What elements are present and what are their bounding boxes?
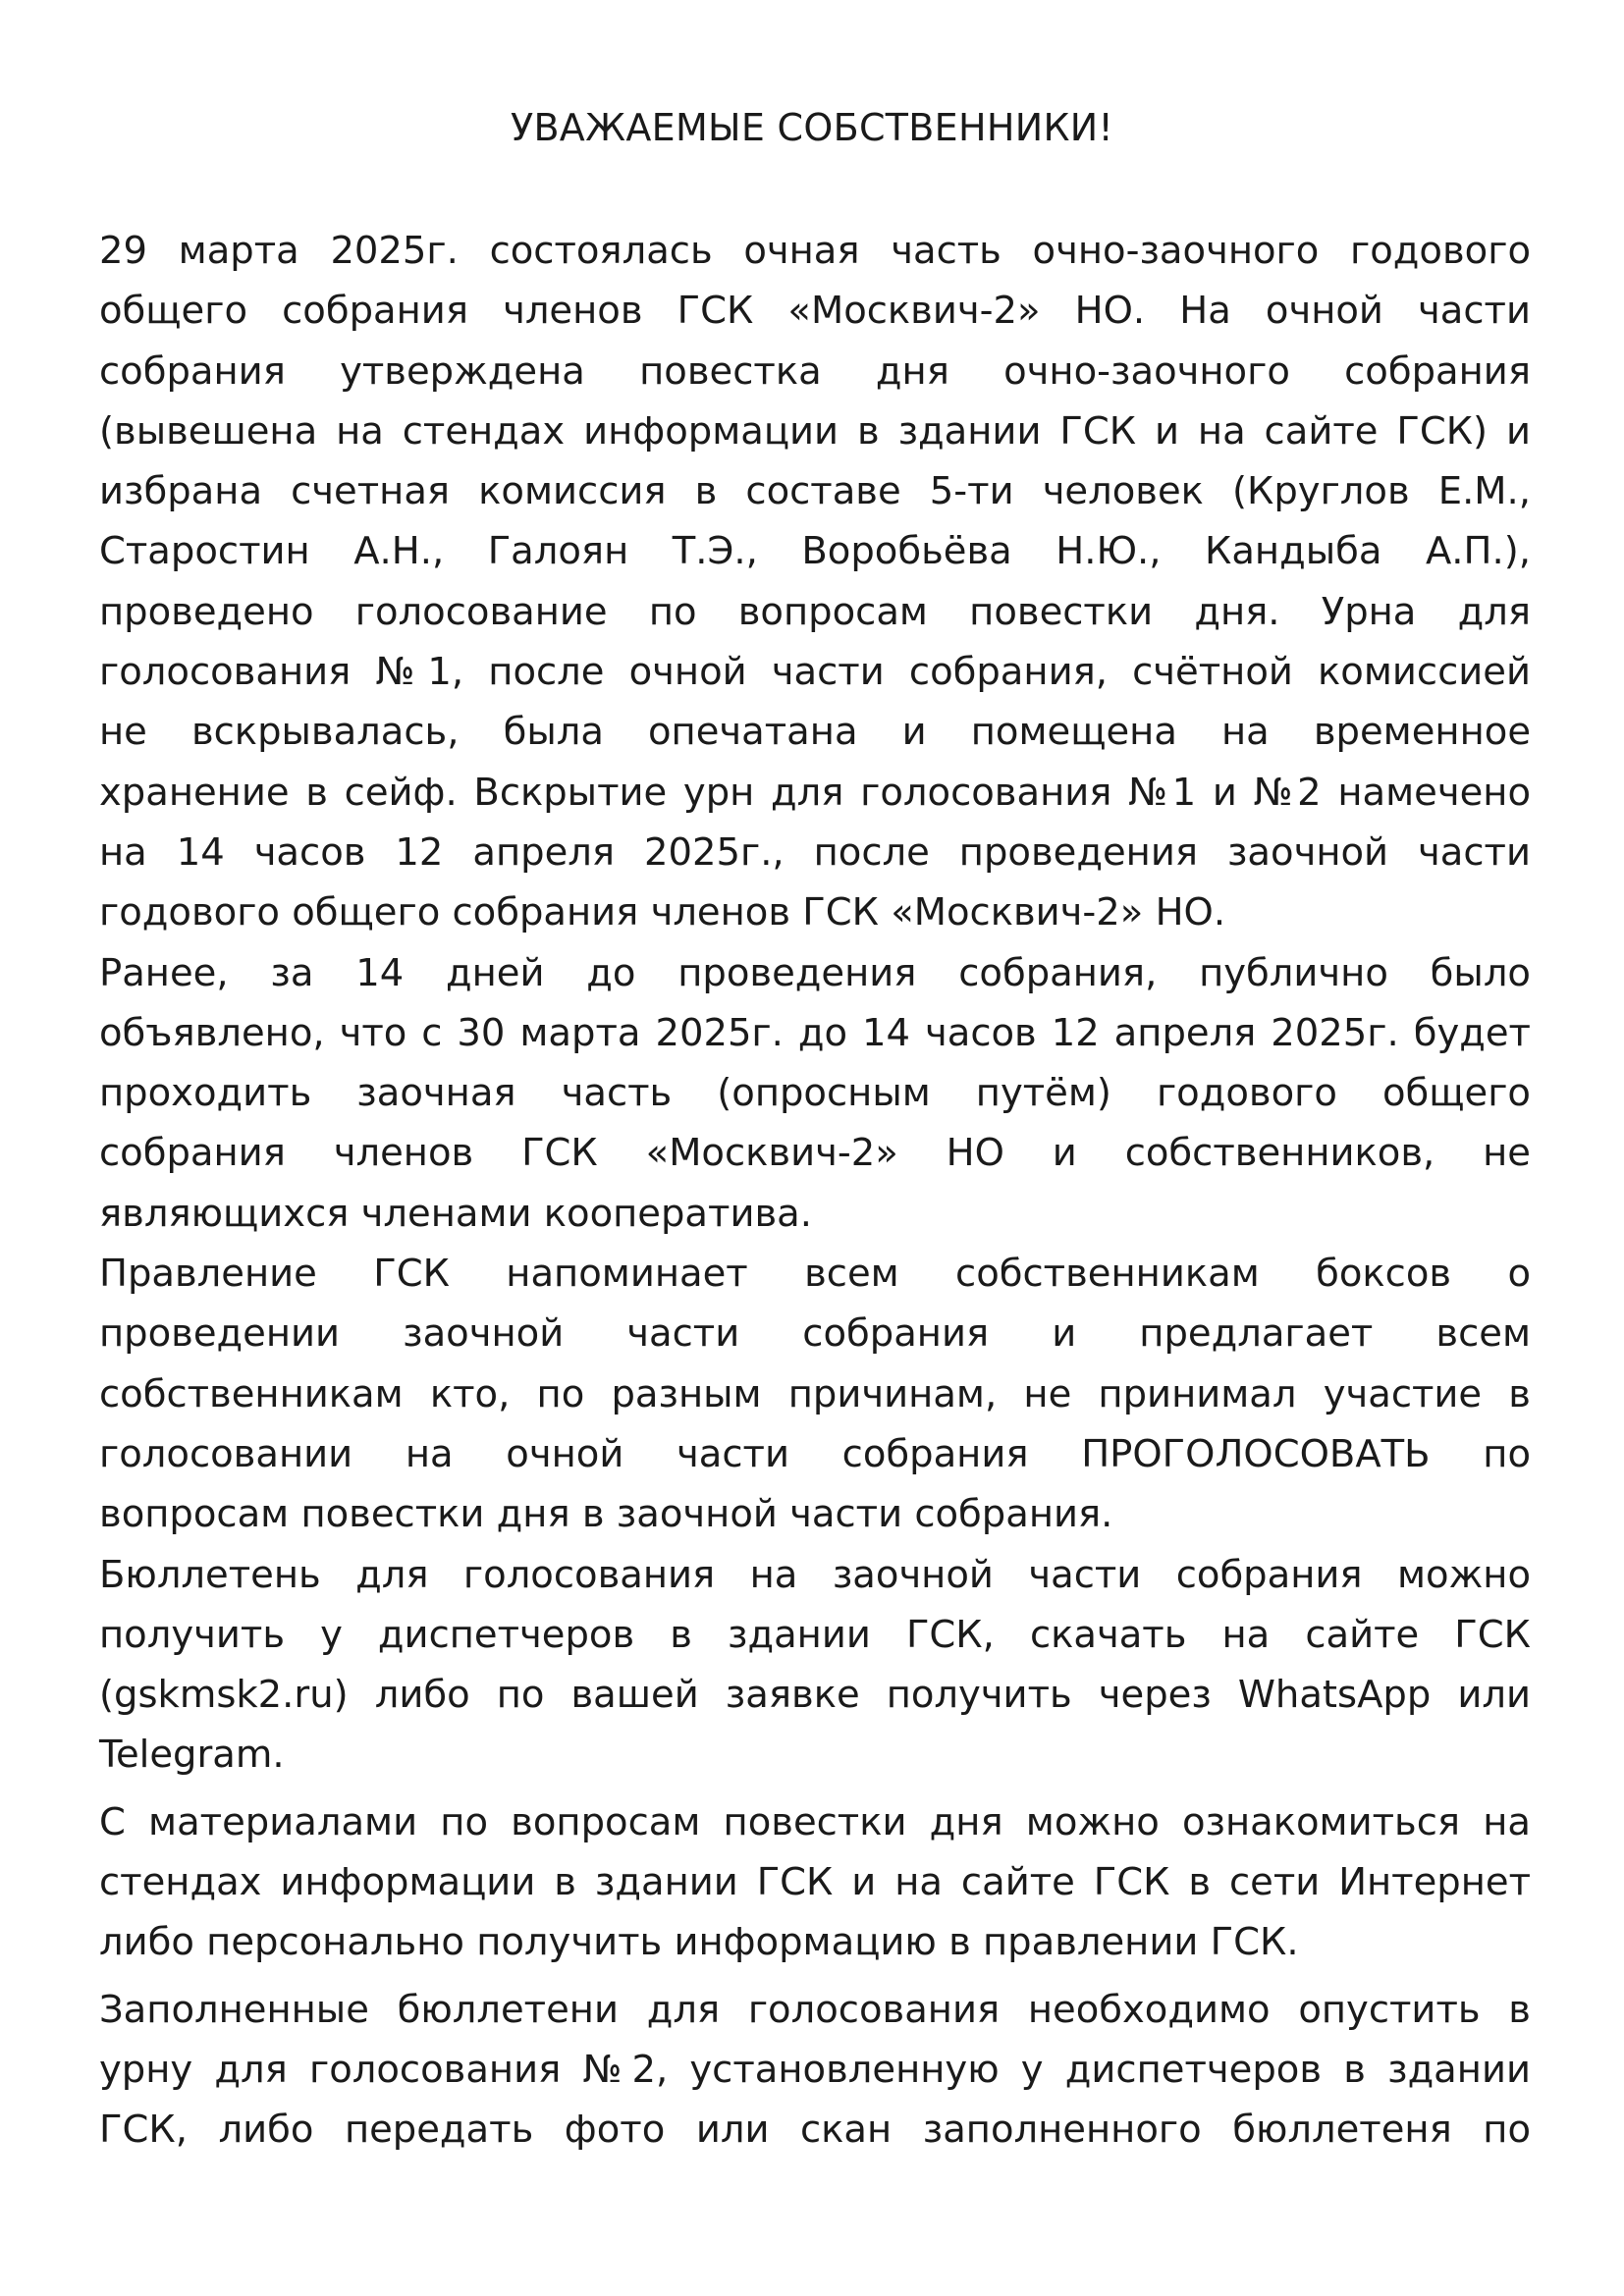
paragraph-ballot-submission — [99, 1980, 1531, 2161]
paragraph-meeting-summary — [99, 221, 1531, 943]
text-line: проведении заочной части собрания и предлагает всем — [99, 1311, 1531, 1357]
text-line: либо персонально получить информацию в правлении ГСК. — [99, 1920, 1299, 1965]
text-line: собрания утверждена повестка дня очно-заочного собрания — [99, 348, 1531, 394]
text-line: Бюллетень для голосования на заочной части собрания можно — [99, 1552, 1531, 1597]
paragraph-ballot-availability — [99, 1545, 1531, 1786]
text-line: ГСК, либо передать фото или скан заполненного бюллетеня по — [99, 2108, 1531, 2153]
text-line: (вывешена на стендах информации в здании ГСК и на сайте ГСК) и — [99, 408, 1531, 454]
paragraph-absentee-announcement — [99, 943, 1531, 1244]
text-line: Telegram. — [99, 1733, 285, 1778]
text-line: проходить заочная часть (опросным путём) годового общего — [99, 1071, 1531, 1116]
text-line: С материалами по вопросам повестки дня можно ознакомиться на — [99, 1799, 1531, 1844]
text-line: стендах информации в здании ГСК и на сайте ГСК в сети Интернет — [99, 1860, 1531, 1905]
text-line: годового общего собрания членов ГСК «Москвич-2» НО. — [99, 890, 1226, 935]
text-line: (gskmsk2.ru) либо по вашей заявке получить через WhatsApp или — [99, 1673, 1531, 1718]
text-line: получить у диспетчеров в здании ГСК, скачать на сайте ГСК — [99, 1612, 1531, 1657]
text-line: голосовании на очной части собрания ПРОГОЛОСОВАТЬ по — [99, 1431, 1531, 1476]
text-line: Правление ГСК напоминает всем собственникам боксов о — [99, 1252, 1531, 1297]
text-line: объявлено, что с 30 марта 2025г. до 14 часов 12 апреля 2025г. будет — [99, 1010, 1531, 1055]
text-line: вопросам повестки дня в заочной части собрания. — [99, 1492, 1113, 1537]
text-line: не вскрывалась, была опечатана и помещена на временное — [99, 710, 1531, 755]
paragraph-spacer — [99, 1786, 1531, 1792]
paragraph-board-reminder — [99, 1244, 1531, 1544]
text-line: урну для голосования №2, установленную у диспетчеров в здании — [99, 2047, 1531, 2092]
paragraph-spacer — [99, 1973, 1531, 1980]
paragraph-agenda-materials — [99, 1792, 1531, 1973]
text-line: проведено голосование по вопросам повестки дня. Урна для — [99, 589, 1531, 634]
text-line: голосования №1, после очной части собрания, счётной комиссией — [99, 650, 1531, 695]
text-line: хранение в сейф. Вскрытие урн для голосования №1 и №2 намечено — [99, 770, 1531, 815]
text-line: избрана счетная комиссия в составе 5-ти человек (Круглов Е.М., — [99, 469, 1531, 514]
text-line: 29 марта 2025г. состоялась очная часть очно-заочного годового — [99, 229, 1531, 273]
document-body — [99, 221, 1531, 2161]
text-line: собрания членов ГСК «Москвич-2» НО и собственников, не — [99, 1131, 1531, 1176]
text-line: Заполненные бюллетени для голосования необходимо опустить в — [99, 1987, 1531, 2032]
text-line: общего собрания членов ГСК «Москвич-2» НО. На очной части — [99, 289, 1531, 334]
text-line: собственникам кто, по разным причинам, не принимал участие в — [99, 1371, 1531, 1416]
text-line: Ранее, за 14 дней до проведения собрания, публично было — [99, 950, 1531, 995]
text-line: Старостин А.Н., Галоян Т.Э., Воробьёва Н.Ю., Кандыба А.П.), — [99, 529, 1531, 574]
text-line: на 14 часов 12 апреля 2025г., после проведения заочной части — [99, 829, 1531, 875]
text-line: являющихся членами кооператива. — [99, 1191, 812, 1236]
document-title: УВАЖАЕМЫЕ СОБСТВЕННИКИ! — [510, 106, 1113, 149]
